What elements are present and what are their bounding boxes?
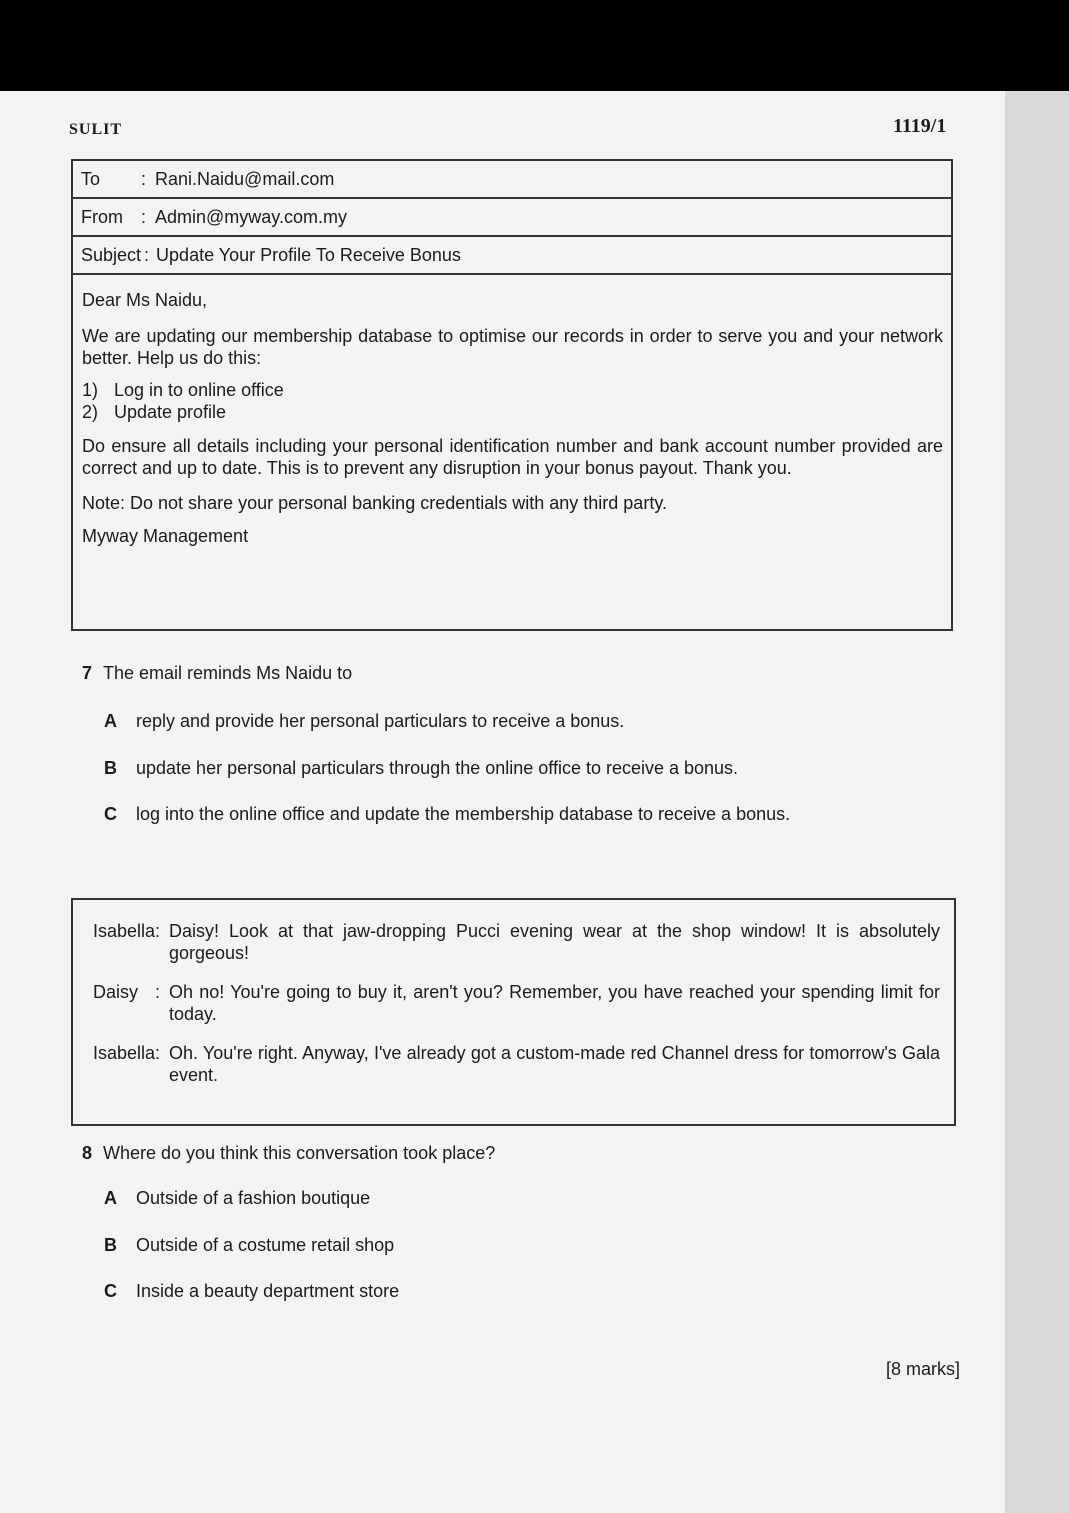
- conversation-box: [71, 898, 956, 1126]
- dialog-line: Oh. You're right. Anyway, I've already got a custom-made red Channel dress for tomorrow's Gala event.: [169, 1043, 940, 1085]
- q8-option-a[interactable]: [104, 1188, 370, 1209]
- dialog-line: Daisy! Look at that jaw-dropping Pucci evening wear at the shop window! It is absolutely gorgeous!: [169, 921, 940, 963]
- from-colon: :: [141, 206, 147, 227]
- q8-option-b[interactable]: [104, 1235, 394, 1256]
- speaker-colon: :: [155, 921, 161, 941]
- email-body: [73, 275, 951, 547]
- option-text: update her personal particulars through the online office to receive a bonus.: [136, 758, 739, 778]
- to-value: Rani.Naidu@mail.com: [155, 168, 335, 189]
- q7-option-a[interactable]: [104, 711, 624, 732]
- scan-edge: [1005, 91, 1069, 1513]
- dialog-turn: [93, 920, 940, 964]
- option-text: Outside of a costume retail shop: [136, 1235, 395, 1255]
- option-letter: B: [104, 1235, 117, 1255]
- q7-option-b[interactable]: [104, 758, 738, 779]
- email-steps: [82, 379, 943, 423]
- email-subject-row: [73, 237, 951, 275]
- speaker-name: Isabella: [93, 1043, 156, 1063]
- paper-code: 1119/1: [893, 115, 947, 137]
- option-letter: A: [104, 711, 117, 731]
- q7-option-c[interactable]: [104, 804, 790, 825]
- email-to-row: [73, 161, 951, 199]
- dialog-line: Oh no! You're going to buy it, aren't you? Remember, you have reached your spending limit for today.: [169, 982, 940, 1024]
- q8-option-c[interactable]: [104, 1281, 399, 1302]
- subject-value: Update Your Profile To Receive Bonus: [156, 244, 461, 265]
- question-text: The email reminds Ms Naidu to: [103, 663, 353, 683]
- email-paragraph-1: We are updating our membership database to optimise our records in order to serve you and your network better. Help us do this:: [82, 326, 943, 368]
- dialog-turn: [93, 981, 940, 1025]
- top-black-bar: [0, 0, 1069, 91]
- option-text: log into the online office and update the membership database to receive a bonus.: [136, 804, 791, 824]
- exam-page: [0, 91, 1005, 1513]
- email-step: [82, 401, 943, 423]
- email-signoff: Myway Management: [82, 526, 249, 546]
- option-letter: B: [104, 758, 117, 778]
- option-text: Outside of a fashion boutique: [136, 1188, 371, 1208]
- email-step: [82, 379, 943, 401]
- option-letter: A: [104, 1188, 117, 1208]
- email-note: Note: Do not share your personal banking credentials with any third party.: [82, 493, 667, 513]
- from-label: From: [81, 206, 123, 227]
- subject-label: Subject: [81, 244, 142, 265]
- step-text: Log in to online office: [114, 380, 284, 400]
- header-sulit: SULIT: [69, 121, 123, 138]
- speaker-name: Daisy: [93, 982, 139, 1002]
- to-label: To: [81, 168, 101, 189]
- email-from-row: [73, 199, 951, 237]
- speaker-colon: :: [155, 982, 161, 1002]
- email-greeting: Dear Ms Naidu,: [82, 290, 208, 310]
- step-text: Update profile: [114, 402, 227, 422]
- step-number: 1): [82, 380, 99, 400]
- from-value: Admin@myway.com.my: [155, 206, 347, 227]
- question-8: [82, 1143, 495, 1164]
- question-number: 8: [82, 1143, 93, 1163]
- option-text: reply and provide her personal particulars to receive a bonus.: [136, 711, 625, 731]
- to-colon: :: [141, 168, 147, 189]
- dialog-turn: [93, 1042, 940, 1086]
- speaker-name: Isabella: [93, 921, 156, 941]
- step-number: 2): [82, 402, 99, 422]
- speaker-colon: :: [155, 1043, 161, 1063]
- option-letter: C: [104, 804, 117, 824]
- marks-label: [8 marks]: [886, 1359, 961, 1379]
- option-text: Inside a beauty department store: [136, 1281, 400, 1301]
- subject-colon: :: [144, 244, 150, 265]
- question-text: Where do you think this conversation took place?: [103, 1143, 496, 1163]
- question-number: 7: [82, 663, 93, 683]
- option-letter: C: [104, 1281, 117, 1301]
- email-box: [71, 159, 953, 631]
- question-7: [82, 663, 352, 684]
- email-paragraph-2: Do ensure all details including your personal identification number and bank account number provided are correct and up to date. This is to prevent any disruption in your bonus payout. Thank you.: [82, 436, 943, 478]
